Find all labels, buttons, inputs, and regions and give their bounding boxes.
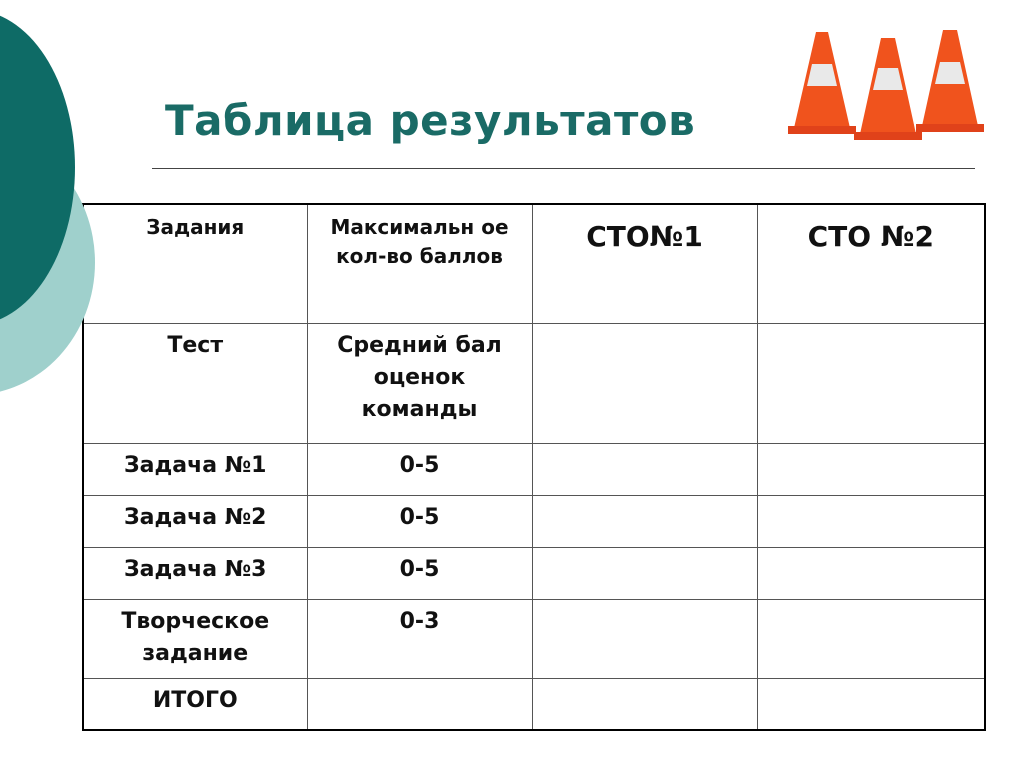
sto1-score-cell (532, 444, 757, 496)
max-points-cell: Средний бал оценок команды (307, 324, 532, 444)
header-max-points: Максимальн ое кол-во баллов (307, 204, 532, 324)
max-points-cell: 0-5 (307, 496, 532, 548)
table-row (83, 548, 985, 600)
max-points-cell: 0-5 (307, 548, 532, 600)
task-cell: Задача №3 (83, 548, 307, 600)
sto1-score-cell (532, 600, 757, 679)
traffic-cone-icon (854, 38, 922, 140)
table-row (83, 444, 985, 496)
max-points-cell: 0-5 (307, 444, 532, 496)
sto2-score-cell (757, 444, 985, 496)
header-tasks: Задания (83, 204, 307, 324)
sto2-score-cell (757, 496, 985, 548)
task-cell: Задача №1 (83, 444, 307, 496)
header-sto1: СТО№1 (532, 204, 757, 324)
sto2-score-cell (757, 548, 985, 600)
table-row (83, 496, 985, 548)
table-row (83, 324, 985, 444)
sto1-score-cell (532, 324, 757, 444)
traffic-cone-icon (916, 30, 984, 132)
max-points-cell: 0-3 (307, 600, 532, 679)
task-cell: Тест (83, 324, 307, 444)
title-divider (152, 168, 975, 169)
sto1-score-cell (532, 548, 757, 600)
table-row-total (83, 679, 985, 731)
header-sto2: СТО №2 (757, 204, 985, 324)
sto2-score-cell (757, 324, 985, 444)
task-cell: Творческое задание (83, 600, 307, 679)
sto2-score-cell (757, 679, 985, 731)
table-row (83, 600, 985, 679)
traffic-cone-icon (788, 32, 856, 134)
sto1-score-cell (532, 679, 757, 731)
table-header-row (83, 204, 985, 324)
traffic-cones-image (782, 24, 992, 144)
sto1-score-cell (532, 496, 757, 548)
total-label-cell: ИТОГО (83, 679, 307, 731)
max-points-cell (307, 679, 532, 731)
results-table (82, 203, 986, 731)
sto2-score-cell (757, 600, 985, 679)
page-title: Таблица результатов (165, 96, 696, 145)
task-cell: Задача №2 (83, 496, 307, 548)
